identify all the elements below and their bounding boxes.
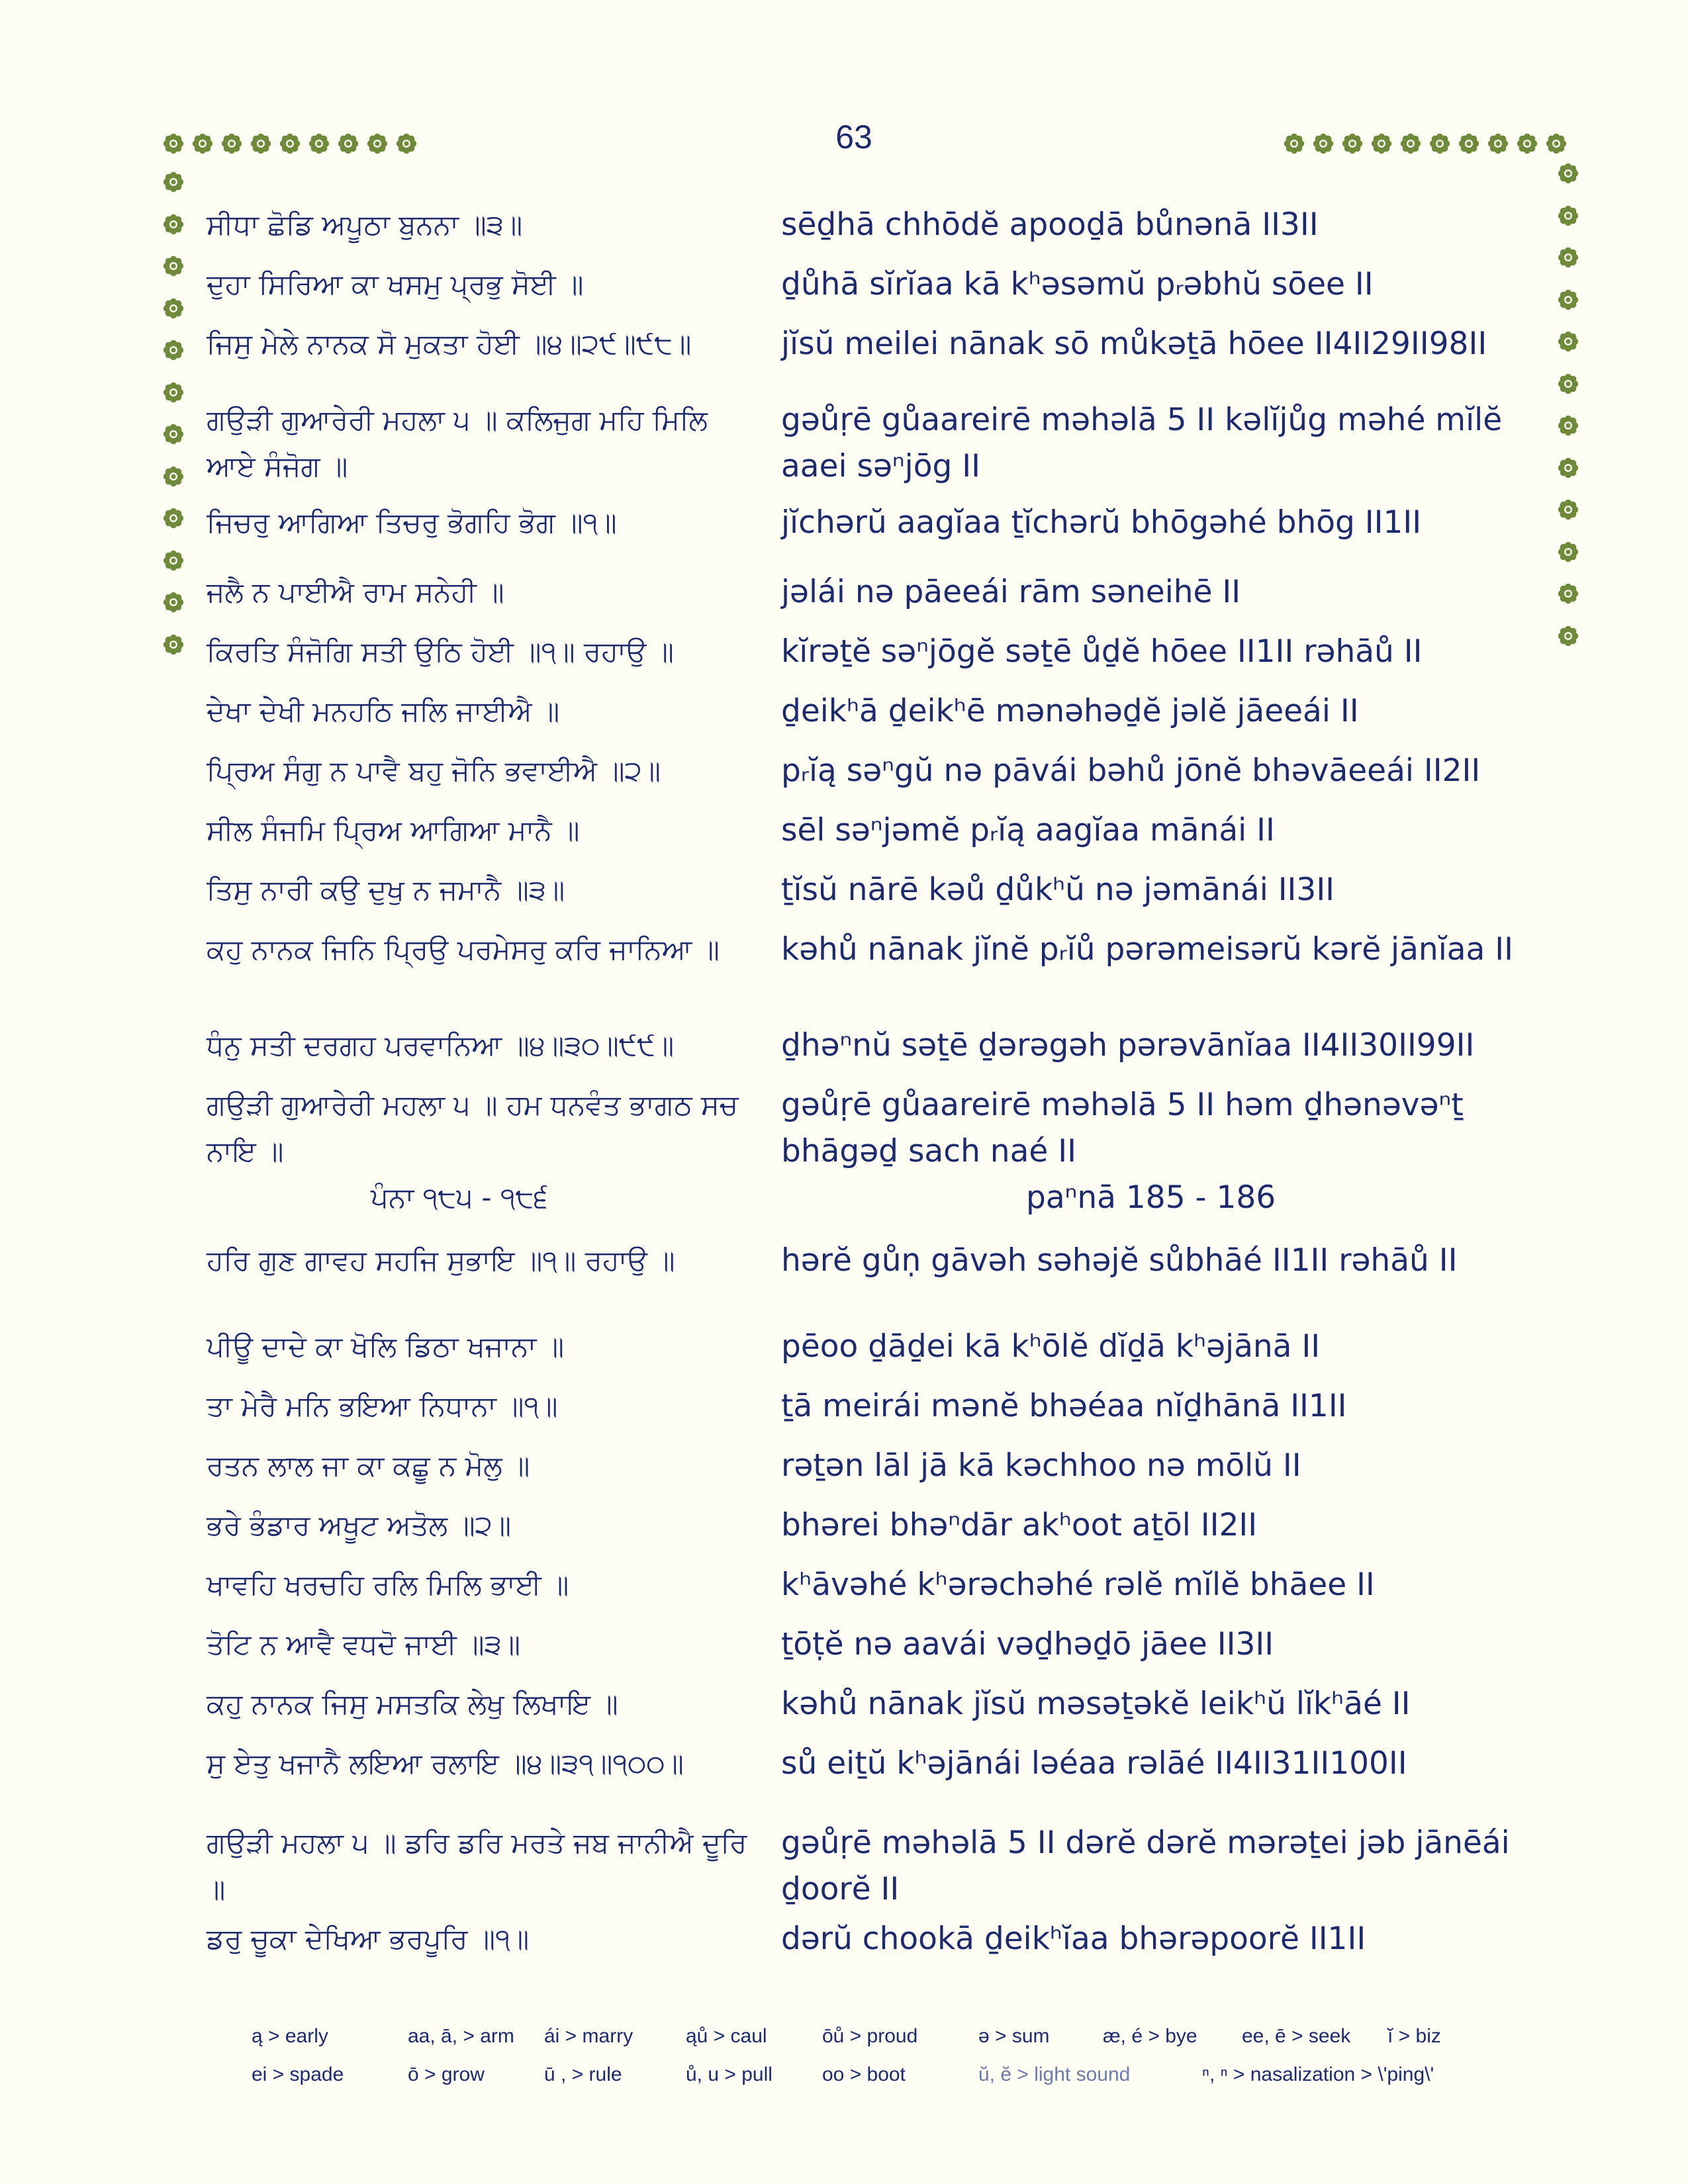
gurmukhi-text: ਪੰਨਾ ੧੮੫ - ੧੮੬ (371, 1181, 548, 1214)
transliteration-text: pᵣĭą səⁿgŭ nə pāvái bəhů jōnĕ bhəvāeeái II2II (781, 752, 1481, 789)
transliteration-text: jəlái nə pāeeái rām səneihē II (781, 574, 1241, 610)
legend-item: ąů > caul (686, 2025, 767, 2047)
gurmukhi-text: ਸੁ ਏਤੁ ਖਜਾਨੈ ਲਇਆ ਰਲਾਇ ॥੪॥੩੧॥੧੦੦॥ (207, 1747, 684, 1780)
transliteration-text: pēoo ḏāḏei kā kʰōlĕ dĭḏā kʰəjānā II (781, 1328, 1321, 1365)
page-number: 63 (835, 118, 872, 156)
gurmukhi-text: ਹਰਿ ਗੁਣ ਗਾਵਹ ਸਹਜਿ ਸੁਭਾਇ ॥੧॥ ਰਹਾਉ ॥ (207, 1244, 675, 1277)
legend-item: ōů > proud (822, 2025, 918, 2047)
transliteration-text: jĭsŭ meilei nānak sō můkəṯā hōee II4II29II98II (781, 326, 1487, 362)
transliteration-text: paⁿnā 185 - 186 (1026, 1179, 1276, 1216)
gurmukhi-text: ਭਰੇ ਭੰਡਾਰ ਅਖੂਟ ਅਤੋਲ ॥੨॥ (207, 1509, 512, 1541)
legend-row (252, 2025, 1509, 2064)
transliteration-text: kəhů nānak jĭnĕ pᵣĭů pərəmeisərŭ kərĕ jānĭaa II (781, 931, 1514, 968)
transliteration-text: hərĕ gůṇ gāvəh səhəjĕ sůbhāé II1II rəhāů II (781, 1242, 1458, 1279)
transliteration-text: dərŭ chookā ḏeikʰĭaa bhərəpoorĕ II1II (781, 1921, 1366, 1957)
gurmukhi-text: ਦੁਹਾ ਸਿਰਿਆ ਕਾ ਖਸਮੁ ਪ੍ਰਭੁ ਸੋਈ ॥ (207, 268, 584, 300)
legend-item: ə > sum (978, 2025, 1050, 2047)
legend-item: æ, é > bye (1103, 2025, 1197, 2047)
legend-item: aa, ā, > arm (408, 2025, 514, 2047)
gurmukhi-text: ਜਿਚਰੁ ਆਗਿਆ ਤਿਚਰੁ ਭੋਗਹਿ ਭੋਗ ॥੧॥ (207, 506, 617, 539)
gurmukhi-text: ਡਰੁ ਚੂਕਾ ਦੇਖਿਆ ਭਰਪੂਰਿ ॥੧॥ (207, 1923, 530, 1955)
transliteration-text: ḏeikʰā ḏeikʰē mənəhəḏĕ jəlĕ jāeeái II (781, 693, 1359, 729)
transliteration-text: ḏůhā sĭrĭaa kā kʰəsəmŭ pᵣəbhŭ sōee II (781, 266, 1374, 302)
transliteration-text: sů eiṯŭ kʰəjānái ləéaa rəlāé II4II31II100II (781, 1745, 1407, 1782)
transliteration-text: jĭchərŭ aagĭaa ṯĭchərŭ bhōgəhé bhōg II1II (781, 504, 1422, 541)
legend-item: ŭ, ĕ > light sound (978, 2064, 1131, 2085)
gurmukhi-text: ਸੀਧਾ ਛੋਡਿ ਅਪੂਠਾ ਬੁਨਨਾ ॥੩॥ (207, 208, 523, 241)
gurmukhi-text: ਤਿਸੁ ਨਾਰੀ ਕਉ ਦੁਖੁ ਨ ਜਮਾਨੈ ॥੩॥ (207, 874, 565, 906)
gurmukhi-text: ਦੇਖਾ ਦੇਖੀ ਮਨਹਠਿ ਜਲਿ ਜਾਈਐ ॥ (207, 695, 560, 727)
transliteration-text: sēl səⁿjəmĕ pᵣĭą aagĭaa mānái II (781, 812, 1275, 848)
gurmukhi-text: ਸੀਲ ਸੰਜਮਿ ਪ੍ਰਿਅ ਆਗਿਆ ਮਾਨੈ ॥ (207, 814, 580, 846)
gurmukhi-text: ਜਿਸੁ ਮੇਲੇ ਨਾਨਕ ਸੋ ਮੁਕਤਾ ਹੋਈ ॥੪॥੨੯॥੯੮॥ (207, 328, 692, 360)
gurmukhi-text: ਗਉੜੀ ਗੁਆਰੇਰੀ ਮਹਲਾ ੫ ॥ ਹਮ ਧਨਵੰਤ ਭਾਗਠ ਸਚ ਨਾਇ ॥ (207, 1089, 739, 1167)
transliteration-text: kĭrəṯĕ səⁿjōgĕ səṯē ůḏĕ hōee II1II rəhāů II (781, 633, 1423, 670)
legend-item: ee, ē > seek (1242, 2025, 1351, 2047)
transliteration-text: sēḏhā chhōdĕ apooḏā bůnənā II3II (781, 206, 1319, 243)
legend-item: ů, u > pull (686, 2064, 773, 2085)
gurmukhi-text: ਕਹੁ ਨਾਨਕ ਜਿਸੁ ਮਸਤਕਿ ਲੇਖੁ ਲਿਖਾਇ ॥ (207, 1688, 618, 1720)
gurmukhi-text: ਧੰਨੁ ਸਤੀ ਦਰਗਹ ਪਰਵਾਨਿਆ ॥੪॥੩੦॥੯੯॥ (207, 1029, 675, 1062)
gurmukhi-text: ਰਤਨ ਲਾਲ ਜਾ ਕਾ ਕਛੂ ਨ ਮੋਲੁ ॥ (207, 1449, 530, 1482)
legend-item: oo > boot (822, 2064, 906, 2085)
transliteration-text: gəůṛē gůaareirē məhəlā 5 II kəlĭjůg məhé mĭlĕ aaei səⁿjōg II (781, 402, 1503, 484)
transliteration-text: ṯā meirái mənĕ bhəéaa nĭḏhānā II1II (781, 1388, 1347, 1424)
legend-row (252, 2064, 1509, 2102)
transliteration-text: ṯĭsŭ nārē kəů ḏůkʰŭ nə jəmānái II3II (781, 872, 1335, 908)
transliteration-text: kəhů nānak jĭsŭ məsəṯəkĕ leikʰŭ lĭkʰāé II (781, 1686, 1411, 1722)
gurmukhi-text: ਗਉੜੀ ਮਹਲਾ ੫ ॥ ਡਰਿ ਡਰਿ ਮਰਤੇ ਜਬ ਜਾਨੀਐ ਦੂਰਿ ॥ (207, 1827, 747, 1905)
legend-item: ō > grow (408, 2064, 485, 2085)
transliteration-text: kʰāvəhé kʰərəchəhé rəlĕ mĭlĕ bhāee II (781, 1567, 1375, 1603)
legend-item: ū , > rule (544, 2064, 622, 2085)
legend-item: ⁿ, ⁿ > nasalization > \'ping\' (1202, 2064, 1434, 2085)
transliteration-text: bhərei bhəⁿdār akʰoot aṯōl II2II (781, 1507, 1258, 1543)
transliteration-text: rəṯən lāl jā kā kəchhoo nə mōlŭ II (781, 1447, 1301, 1484)
legend-item: ái > marry (544, 2025, 633, 2047)
gurmukhi-text: ਗਉੜੀ ਗੁਆਰੇਰੀ ਮਹਲਾ ੫ ॥ ਕਲਿਜੁਗ ਮਹਿ ਮਿਲਿ ਆਏ ਸੰਜੋਗ ॥ (207, 404, 708, 482)
pronunciation-legend (252, 2025, 1509, 2102)
transliteration-text: ḏhəⁿnŭ səṯē ḏərəgəh pərəvānĭaa II4II30II99II (781, 1027, 1475, 1064)
gurmukhi-text: ਪ੍ਰਿਅ ਸੰਗੁ ਨ ਪਾਵੈ ਬਹੁ ਜੋਨਿ ਭਵਾਈਐ ॥੨॥ (207, 754, 661, 787)
gurmukhi-text: ਤੋਟਿ ਨ ਆਵੈ ਵਧਦੋ ਜਾਈ ॥੩॥ (207, 1628, 521, 1661)
legend-item: ĭ > biz (1387, 2025, 1441, 2047)
gurmukhi-text: ਪੀਊ ਦਾਦੇ ਕਾ ਖੋਲਿ ਡਿਠਾ ਖਜਾਨਾ ॥ (207, 1330, 565, 1363)
legend-item: ei > spade (252, 2064, 344, 2085)
gurmukhi-text: ਕਹੁ ਨਾਨਕ ਜਿਨਿ ਪ੍ਰਿਉ ਪਰਮੇਸਰੁ ਕਰਿ ਜਾਨਿਆ ॥ (207, 933, 720, 966)
gurmukhi-text: ਤਾ ਮੇਰੈ ਮਨਿ ਭਇਆ ਨਿਧਾਨਾ ॥੧॥ (207, 1390, 558, 1422)
transliteration-text: gəůṛē gůaareirē məhəlā 5 II həm ḏhənəvəⁿṯ bhāgəḏ sach naé II (781, 1087, 1464, 1169)
transliteration-text: ṯōṭĕ nə aavái vəḏhəḏō jāee II3II (781, 1626, 1274, 1662)
gurmukhi-text: ਕਿਰਤਿ ਸੰਜੋਗਿ ਸਤੀ ਉਠਿ ਹੋਈ ॥੧॥ ਰਹਾਉ ॥ (207, 635, 674, 668)
gurmukhi-text: ਜਲੈ ਨ ਪਾਈਐ ਰਾਮ ਸਨੇਹੀ ॥ (207, 576, 504, 608)
gurmukhi-text: ਖਾਵਹਿ ਖਰਚਹਿ ਰਲਿ ਮਿਲਿ ਭਾਈ ॥ (207, 1569, 569, 1601)
transliteration-text: gəůṛē məhəlā 5 II dərĕ dərĕ mərəṯei jəb jānēái ḏoorĕ II (781, 1825, 1510, 1907)
legend-item: ą > early (252, 2025, 328, 2047)
